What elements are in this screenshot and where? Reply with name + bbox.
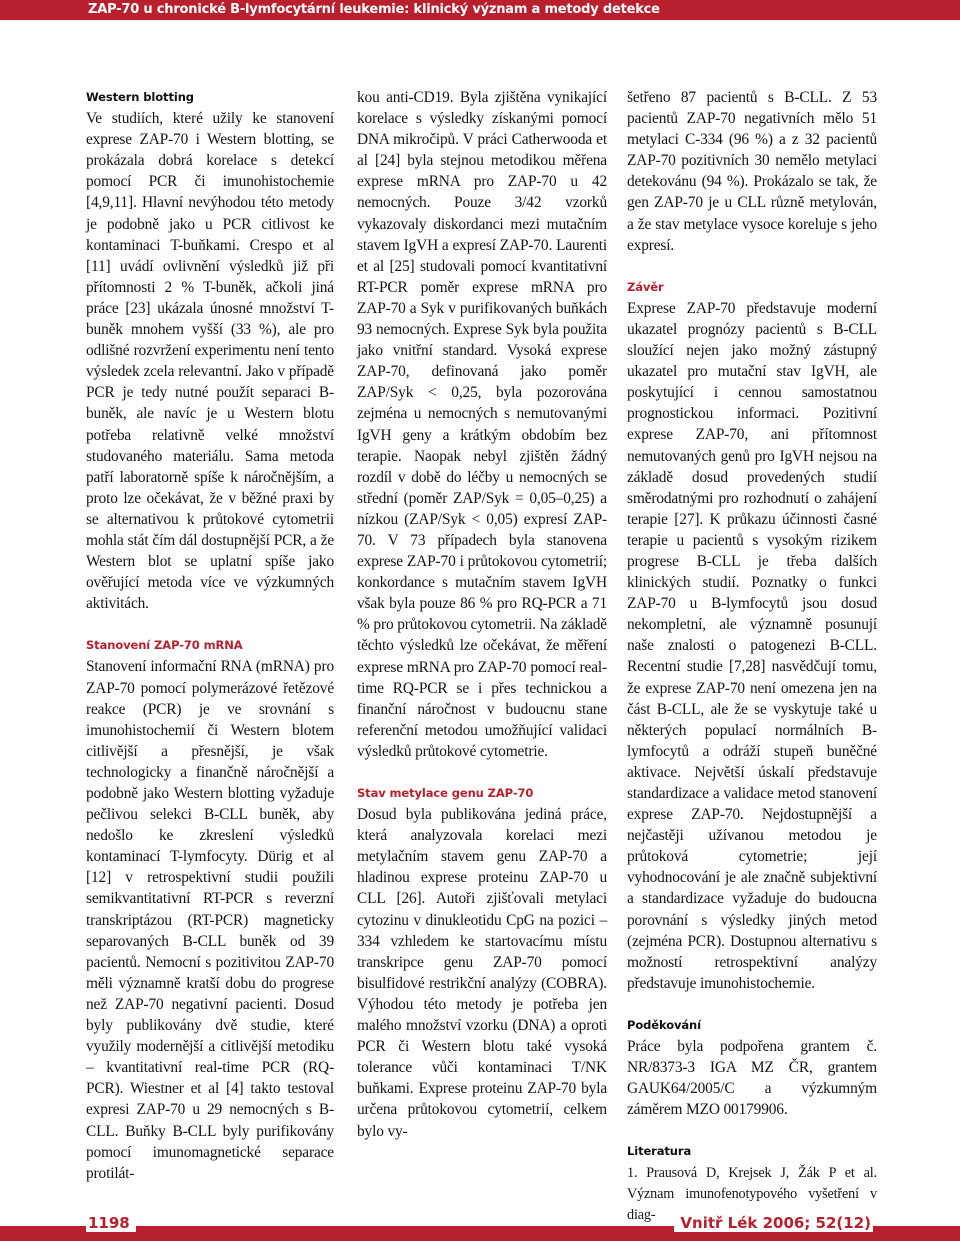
text-column-2: [357, 87, 607, 1207]
conclusion-body: Exprese ZAP-70 představuje moderní ukazatel prognózy pacientů s B-CLL sloužící nejen jako možný zástupný ukazatel pro mutační stav IgVH, ale poskytující i cennou samostatnou prognostickou informaci. Pozitivní exprese ZAP-70, ani přítomnost nemutovaných genů pro IgVH nejsou na základě dosud provedených studií směrodatnými pro rozhodnutí o zahájení terapie [27]. K průkazu účinnosti časné terapie u pacientů s vysokým rizikem progrese B-CLL je třeba dalších klinických studií. Poznatky o funkci ZAP-70 u B-lymfocytů jsou dosud nekompletní, ale významně posunují naše znalosti o patogenezi B-CLL. Recentní studie [7,28] nasvědčují tomu, že exprese ZAP-70 není omezena jen na část B-CLL, ale že se vyskytuje také u některých populací normálních B-lymfocytů a odráží stupeň buněčné aktivace. Největší úskalí představuje standardizace a validace metod stanovení exprese ZAP-70. Nejdostupnější a nejčastěji užívanou metodou je průtoková cytometrie; její vyhodnocování je ale značně subjektivní a standardizace vyžaduje do budoucna porovnání s výsledky jiných metod (zejména PCR). Dostupnou alternativu s možností retrospektivní analýzy představuje imunohistochemie.: [627, 299, 877, 992]
running-title: ZAP-70 u chronické B-lymfocytární leukemie: klinický význam a metody detekce: [88, 2, 660, 17]
acknowledgement-body: Práce byla podpořena grantem č. NR/8373-3 IGA MZ ČR, grantem GAUK64/2005/C a výzkumným záměrem MZO 00179906.: [627, 1038, 877, 1119]
section-heading-references: Literatura: [627, 1144, 692, 1159]
journal-citation: Vnitř Lék 2006; 52(12): [674, 1214, 873, 1232]
section-heading-mrna: Stanovení ZAP-70 mRNA: [86, 638, 243, 653]
section-heading-methylation: Stav metylace genu ZAP-70: [357, 786, 534, 800]
section-heading-acknowledgement: Poděkování: [627, 1017, 701, 1032]
running-header-bar: [0, 0, 960, 20]
page-number: 1198: [86, 1214, 136, 1232]
reference-item-1: 1. Prausová D, Krejsek J, Žák P et al. Význam imunofenotypového vyšetření v diag-: [627, 1164, 877, 1223]
methylation-body-part2: šetřeno 87 pacientů s B-CLL. Z 53 pacientů ZAP-70 negativních mělo 51 metylaci C-334 (96 %) a z 32 pacientů ZAP-70 pozitivních 30 nemělo metylaci detekovánu (94 %). Prokázalo se tak, že gen ZAP-70 je u CLL různě metylován, a že stav metylace vysoce koreluje s jeho expresí.: [627, 89, 877, 254]
western-blotting-body: Ve studiích, které užily ke stanovení exprese ZAP-70 i Western blotting, se prokázala dobrá korelace s detekcí pomocí PCR či imunohistochemie [4,9,11]. Hlavní nevýhodou této metody je podobně jako u PCR citlivost ke kontaminaci T-buňkami. Crespo et al [11] uvádí ovlivnění výsledků již při přítomnosti 2 % T-buněk, ačkoli jiná práce [23] ukázala únosné množství T-buněk mnohem vyšší (33 %), ale pro odlišné rozvržení experimentu není tento výsledek zcela relevantní. Jako v případě PCR je tedy nutné použít separaci B-buněk, ale navíc je u Western blotu potřeba relativně velké množství studovaného materiálu. Sama metoda patří laboratorně spíše k náročnějším, a proto lze očekávat, že v běžné praxi by se alternativou k průtokové cytometrii mohla stát čím dál dostupnější PCR, a že Western blot se uplatní spíše jako ověřující metoda více ve výzkumných aktivitách.: [86, 110, 334, 613]
mrna-body-part1: Stanovení informační RNA (mRNA) pro ZAP-70 pomocí polymerázové řetězové reakce (PCR) je ve srovnání s imunohistochemií či Western blotem citlivější a přesnější, je však technologicky a finančně náročnější a podobně jako Western blotting vyžaduje pečlivou selekci B-CLL buněk, aby nedošlo ke zkreslení výsledků kontaminací T-lymfocyty. Dürig et al [12] v retrospektivní studii použili semikvantitativní RT-PCR s reverzní transkriptázou (RT-PCR) magneticky separovaných B-CLL buněk od 39 pacientů. Nemocní s pozitivitou ZAP-70 měli významně kratší dobu do progrese než ZAP-70 negativní pacienti. Dosud byly publikovány dvě studie, které využily modernější a citlivější metodiku – kvantitativní real-time PCR (RQ-PCR). Wiestner et al [4] takto testoval expresi ZAP-70 u 29 nemocných s B-CLL. Buňky B-CLL byly purifikovány pomocí imunomagnetické separace protilát-: [86, 658, 334, 1182]
mrna-body-part2: kou anti-CD19. Byla zjištěna vynikající korelace s výsledky získanými pomocí DNA mikročipů. V práci Catherwooda et al [24] byla stejnou metodikou měřena exprese mRNA pro ZAP-70 u 42 nemocných. Pouze 3/42 vzorků vykazovaly diskordanci mezi mutačním stavem IgVH a expresí ZAP-70. Laurenti et al [25] studovali pomocí kvantitativní RT-PCR poměr exprese mRNA pro ZAP-70 a Syk v purifikovaných buňkách 93 nemocných. Exprese Syk byla použita jako vnitřní standard. Vysoká exprese ZAP-70, definovaná jako poměr ZAP/Syk < 0,25, byla pozorována zejména u nemocných s nemutovanými IgVH geny a krátkým obdobím bez terapie. Naopak nebyl zjištěn žádný rozdíl v době do léčby u nemocných se střední (poměr ZAP/Syk = 0,05–0,25) a nízkou (ZAP/Syk < 0,05) expresí ZAP-70. V 73 případech byla stanovena exprese ZAP-70 i průtokovou cytometrií; konkordance s mutačním stavem IgVH však byla pouze 86 % pro RQ-PCR a 71 % pro průtokovou cytometrii. Na základě těchto výsledků lze očekávat, že měření exprese mRNA pro ZAP-70 pomocí real-time RQ-PCR se i přes technickou a finanční náročnost v budoucnu stane referenční metodou umožňující validaci výsledků průtokové cytometrie.: [357, 89, 607, 760]
text-column-1: [86, 87, 334, 1207]
section-heading-conclusion: Závěr: [627, 279, 664, 294]
section-heading-western-blotting: Western blotting: [86, 90, 194, 104]
methylation-body-part1: Dosud byla publikována jediná práce, která analyzovala korelaci mezi metylačním stavem genu ZAP-70 a hladinou exprese proteinu ZAP-70 u CLL [26]. Autoři zjišťovali metylaci cytozinu v dinukleotidu CpG na pozici –334 vzhledem ke startovacímu místu transkripce genu ZAP-70 pomocí bisulfidové restrikční analýzy (COBRA). Výhodou této metody je potřeba jen malého množství vzorku (DNA) a oproti PCR či Western blotu také vysoká tolerance vůči kontaminaci T/NK buňkami. Exprese proteinu ZAP-70 byla určena průtokovou cytometrií, celkem bylo vy-: [357, 806, 607, 1140]
